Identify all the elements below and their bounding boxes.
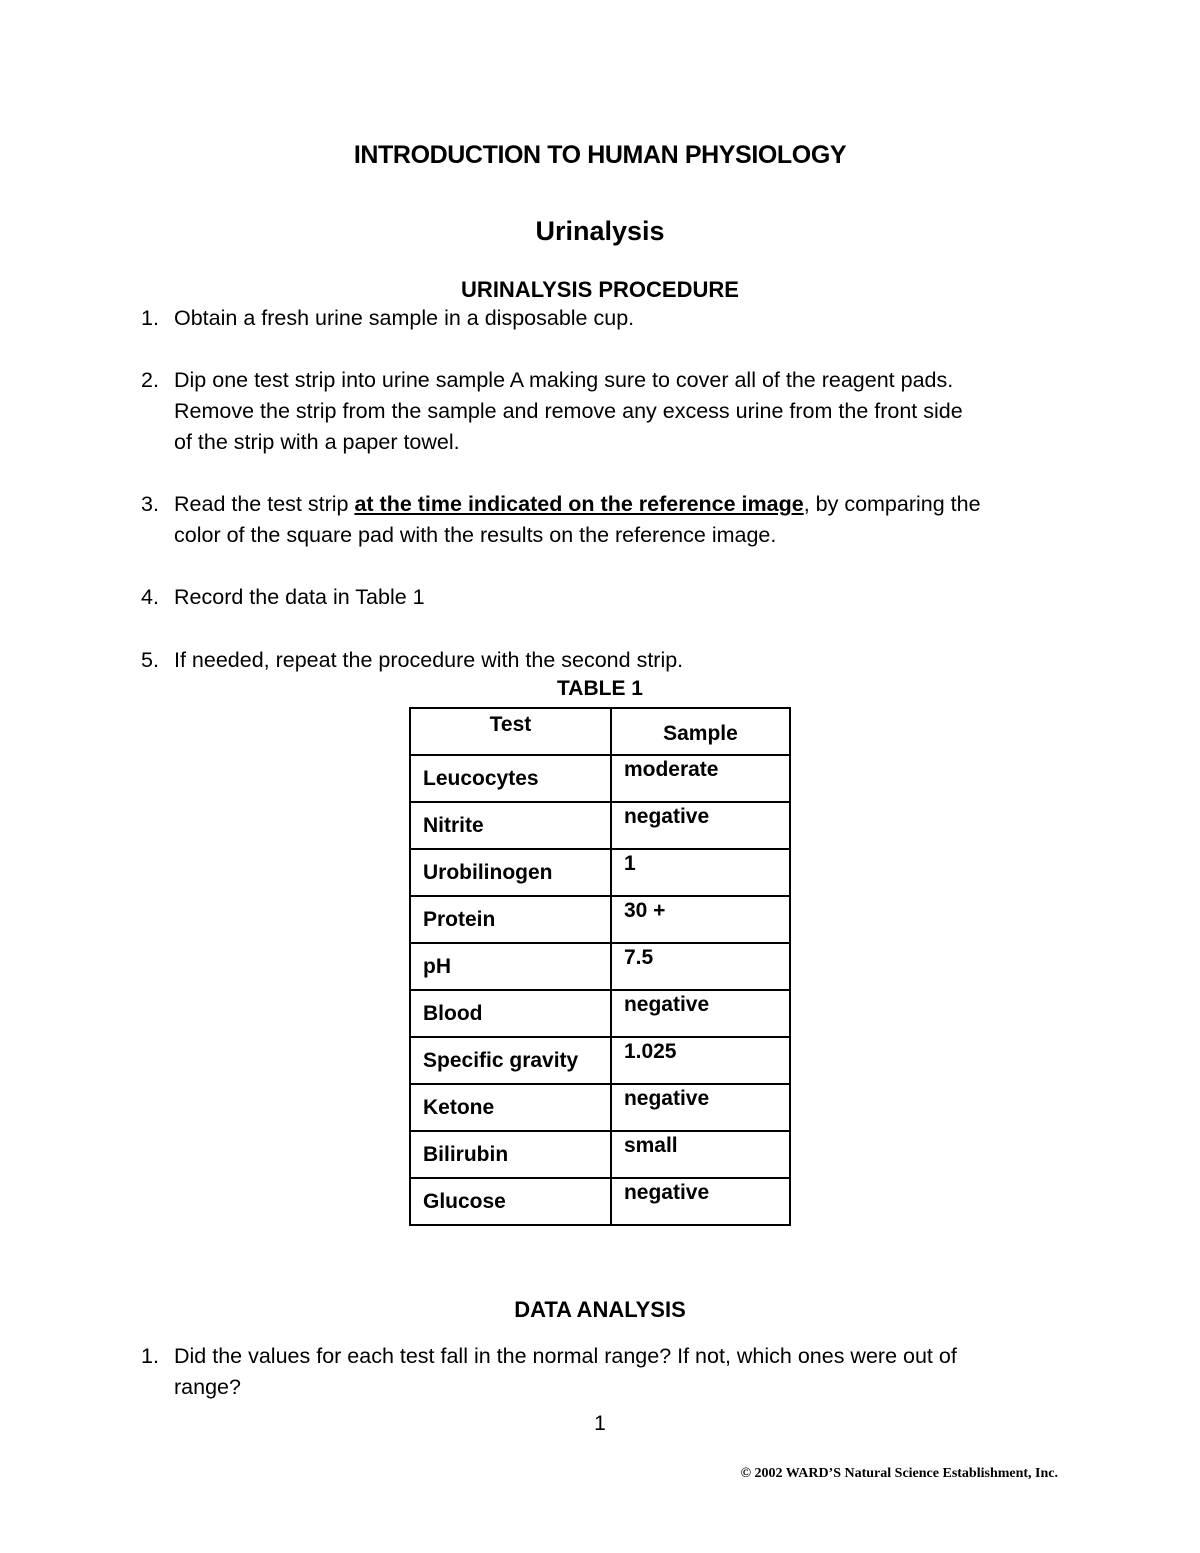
table-row	[410, 1131, 790, 1178]
page-number: 1	[594, 1412, 606, 1435]
step-text-line: If needed, repeat the procedure with the second strip.	[174, 648, 684, 672]
header-test: Test	[489, 713, 532, 736]
table-row	[410, 849, 790, 896]
sample-value: small	[623, 1134, 678, 1157]
sample-value: negative	[623, 993, 710, 1016]
sample-cell	[611, 1084, 790, 1131]
question-text-line: range?	[174, 1375, 241, 1399]
analysis-heading: DATA ANALYSIS	[514, 1297, 686, 1322]
step-text-line: Record the data in Table 1	[174, 585, 425, 609]
test-name: Leucocytes	[423, 767, 539, 790]
sample-value: 30 +	[623, 899, 666, 922]
step-emphasis: at the time indicated on the reference image	[354, 492, 804, 516]
test-name: Specific gravity	[423, 1049, 579, 1072]
step-text: Read the test strip	[174, 492, 355, 516]
test-cell	[410, 1037, 611, 1084]
sample-cell	[611, 990, 790, 1037]
step-number: 4.	[141, 585, 159, 609]
sample-value: negative	[623, 805, 710, 828]
table-caption: TABLE 1	[557, 677, 643, 700]
step-number: 2.	[141, 368, 159, 392]
step-text: , by comparing the	[803, 492, 981, 516]
test-cell	[410, 1084, 611, 1131]
test-cell	[410, 1131, 611, 1178]
test-name: Blood	[423, 1002, 483, 1025]
test-name: Glucose	[423, 1190, 506, 1213]
procedure-heading: URINALYSIS PROCEDURE	[461, 277, 739, 302]
table-row	[410, 896, 790, 943]
step-text-line: of the strip with a paper towel.	[174, 430, 460, 454]
course-title: INTRODUCTION TO HUMAN PHYSIOLOGY	[353, 141, 847, 169]
question-text-line: Did the values for each test fall in the normal range? If not, which ones were out of	[174, 1344, 957, 1368]
sample-cell	[611, 1131, 790, 1178]
sample-value: negative	[623, 1181, 710, 1204]
test-cell	[410, 802, 611, 849]
table-row	[410, 1178, 790, 1225]
header-cell	[410, 708, 611, 755]
table-row	[410, 990, 790, 1037]
step-text-line: Dip one test strip into urine sample A making sure to cover all of the reagent pads.	[174, 368, 954, 392]
table-row	[410, 802, 790, 849]
test-name: Protein	[423, 908, 496, 931]
sample-cell	[611, 1037, 790, 1084]
test-cell	[410, 990, 611, 1037]
sample-cell	[611, 755, 790, 802]
table-row	[410, 1037, 790, 1084]
table-row	[410, 943, 790, 990]
sample-value: negative	[623, 1087, 710, 1110]
sample-value: 7.5	[623, 946, 654, 969]
test-cell	[410, 943, 611, 990]
sample-value: moderate	[623, 758, 719, 781]
test-name: Ketone	[423, 1096, 495, 1119]
test-cell	[410, 896, 611, 943]
header-sample: Sample	[663, 722, 738, 745]
test-name: Nitrite	[423, 814, 484, 837]
step-number: 5.	[141, 648, 159, 672]
sample-cell	[611, 849, 790, 896]
table-row	[410, 755, 790, 802]
sample-cell	[611, 943, 790, 990]
table-header-row	[410, 708, 790, 755]
step-text-line: color of the square pad with the results on the reference image.	[174, 523, 777, 547]
step-text-line: Obtain a fresh urine sample in a disposable cup.	[174, 306, 635, 330]
lab-title: Urinalysis	[535, 216, 665, 246]
sample-cell	[611, 896, 790, 943]
question-number: 1.	[141, 1344, 159, 1368]
test-name: Bilirubin	[423, 1143, 509, 1166]
step-number: 1.	[141, 306, 159, 330]
test-cell	[410, 755, 611, 802]
sample-cell	[611, 802, 790, 849]
results-table	[409, 707, 791, 1226]
test-name: pH	[423, 955, 451, 978]
table-row	[410, 1084, 790, 1131]
header-cell	[611, 708, 790, 755]
copyright-notice: © 2002 WARD’S Natural Science Establishment, Inc.	[740, 1466, 1058, 1481]
step-text-line: Remove the strip from the sample and remove any excess urine from the front side	[174, 399, 963, 423]
sample-value: 1	[623, 852, 636, 875]
step-number: 3.	[141, 492, 159, 516]
test-name: Urobilinogen	[423, 861, 553, 884]
test-cell	[410, 1178, 611, 1225]
sample-cell	[611, 1178, 790, 1225]
test-cell	[410, 849, 611, 896]
sample-value: 1.025	[623, 1040, 677, 1063]
